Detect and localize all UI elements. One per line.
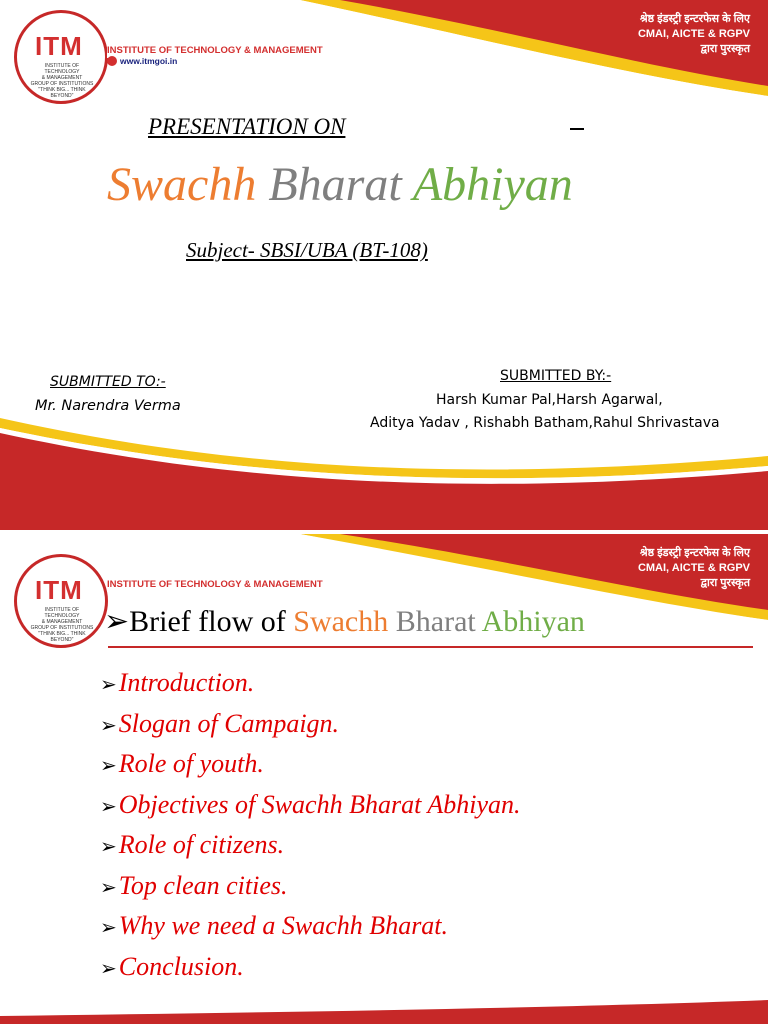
heading-arrow-icon: ➢ xyxy=(104,605,130,638)
heading-prefix: Brief flow of xyxy=(129,605,294,638)
heading-abhiyan: Abhiyan xyxy=(481,605,585,638)
presentation-on-label: PRESENTATION ON xyxy=(148,114,346,139)
slide-heading xyxy=(104,604,585,639)
logo-mark: ITM xyxy=(35,31,83,61)
submitted-to-name: Mr. Narendra Verma xyxy=(35,398,181,414)
itm-logo xyxy=(14,10,108,104)
institute-name-box xyxy=(107,574,323,592)
submitted-by-names-1: Harsh Kumar Pal,Harsh Agarwal, xyxy=(436,392,663,408)
logo-mark: ITM xyxy=(35,575,83,605)
list-item: ➢Slogan of Campaign. xyxy=(100,708,340,738)
bullet-arrow-icon: ➢ xyxy=(100,795,117,818)
globe-icon xyxy=(107,56,117,66)
list-item: ➢Why we need a Swachh Bharat. xyxy=(100,911,449,940)
logo-caption: INSTITUTE OF TECHNOLOGY & MANAGEMENT GROUP OF INSTITUTIONS "THINK BIG... THINK BEYOND" xyxy=(30,63,94,99)
heading-rule xyxy=(108,646,753,648)
bullet-arrow-icon: ➢ xyxy=(100,714,117,737)
bullet-arrow-icon: ➢ xyxy=(100,957,117,980)
submitted-by-names-2: Aditya Yadav , Rishabh Batham,Rahul Shrivastava xyxy=(370,415,720,431)
list-item: ➢Objectives of Swachh Bharat Abhiyan. xyxy=(100,789,521,819)
institute-name: INSTITUTE OF TECHNOLOGY & MANAGEMENT xyxy=(107,579,323,590)
list-item: ➢Top clean cities. xyxy=(100,870,288,900)
list-item: ➢Introduction. xyxy=(100,668,255,697)
website-row[interactable] xyxy=(107,56,177,66)
bullet-arrow-icon: ➢ xyxy=(100,917,117,939)
list-item: ➢Conclusion. xyxy=(100,951,244,981)
bullet-arrow-icon: ➢ xyxy=(100,755,117,777)
submitted-to-heading: SUBMITTED TO:- xyxy=(50,374,166,390)
subject-line: Subject- SBSI/UBA (BT-108) xyxy=(186,238,428,262)
heading-bharat: Bharat xyxy=(395,605,476,638)
bullet-arrow-icon: ➢ xyxy=(100,876,117,899)
award-text: श्रेष्ठ इंडस्ट्री इन्टरफेस के लिए CMAI, AICTE & RGPV द्वारा पुरस्कृत xyxy=(637,13,750,55)
slide-brief-flow xyxy=(0,534,768,1024)
bullet-arrow-icon: ➢ xyxy=(100,836,117,858)
title-bharat: Bharat xyxy=(268,158,402,211)
underline-dash xyxy=(570,128,584,130)
website-link[interactable]: www.itmgoi.in xyxy=(120,56,178,66)
title-abhiyan: Abhiyan xyxy=(412,158,573,211)
main-title xyxy=(107,157,573,212)
institute-name: INSTITUTE OF TECHNOLOGY & MANAGEMENT xyxy=(107,45,323,56)
list-item: ➢Role of youth. xyxy=(100,749,264,778)
bullet-arrow-icon: ➢ xyxy=(100,674,117,696)
logo-caption: INSTITUTE OF TECHNOLOGY & MANAGEMENT GROUP OF INSTITUTIONS "THINK BIG... THINK BEYOND" xyxy=(30,607,94,643)
itm-logo xyxy=(14,554,108,648)
list-item: ➢Role of citizens. xyxy=(100,830,285,859)
topic-list xyxy=(100,664,521,988)
submitted-by-heading: SUBMITTED BY:- xyxy=(500,368,612,384)
bottom-red-band xyxy=(0,1000,768,1024)
award-text: श्रेष्ठ इंडस्ट्री इन्टरफेस के लिए CMAI, AICTE & RGPV द्वारा पुरस्कृत xyxy=(637,547,750,589)
heading-swachh: Swachh xyxy=(293,605,389,638)
title-swachh: Swachh xyxy=(107,158,257,211)
